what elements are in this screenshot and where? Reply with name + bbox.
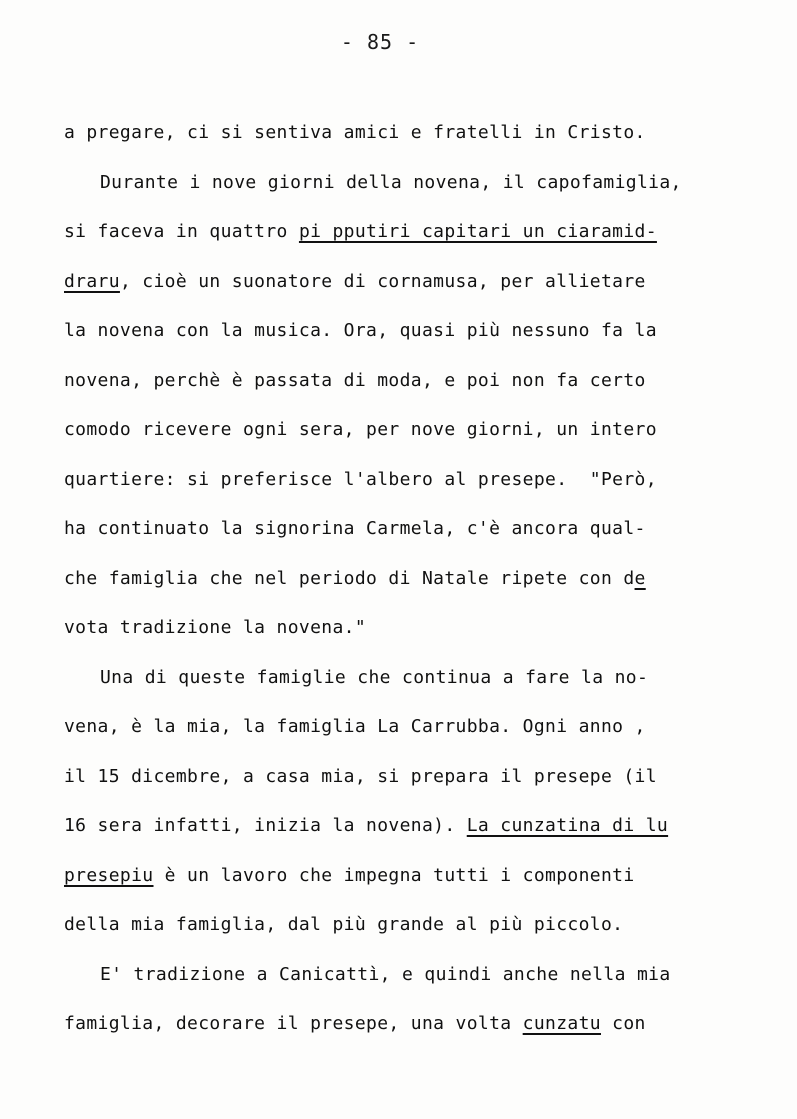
underlined-term: cunzatu bbox=[522, 1013, 601, 1034]
text-segment: 16 sera infatti, inizia la novena). bbox=[64, 815, 467, 836]
text-line bbox=[64, 464, 764, 514]
text-line bbox=[64, 959, 764, 1009]
text-line bbox=[64, 216, 764, 266]
text-line bbox=[64, 315, 764, 365]
text-line bbox=[64, 563, 764, 613]
underlined-term: pi pputiri capitari un ciaramid- bbox=[298, 221, 657, 242]
text-segment: E' tradizione a Canicattì, e quindi anche nella mia bbox=[100, 963, 671, 985]
text-segment: a pregare, ci si sentiva amici e fratelli in Cristo. bbox=[64, 122, 646, 143]
text-segment: vota tradizione la novena." bbox=[64, 617, 367, 638]
text-segment: comodo ricevere ogni sera, per nove giorni, un intero bbox=[64, 419, 657, 440]
text-segment: ha continuato la signorina Carmela, c'è ancora qual- bbox=[64, 518, 646, 539]
text-line bbox=[64, 860, 764, 910]
text-segment: è un lavoro che impegna tutti i componenti bbox=[153, 864, 635, 886]
text-segment: Durante i nove giorni della novena, il capofamiglia, bbox=[100, 171, 682, 193]
text-segment: novena, perchè è passata di moda, e poi non fa certo bbox=[64, 369, 646, 391]
page-number: - 85 - bbox=[340, 30, 420, 54]
text-line bbox=[64, 414, 764, 464]
text-segment: si faceva in quattro bbox=[64, 221, 299, 242]
underlined-term: presepiu bbox=[64, 864, 154, 886]
text-line bbox=[64, 711, 764, 761]
text-segment: Una di queste famiglie che continua a fare la no- bbox=[100, 666, 649, 688]
text-line bbox=[64, 1008, 764, 1058]
text-line bbox=[64, 662, 764, 712]
text-line bbox=[64, 266, 764, 316]
text-line bbox=[64, 117, 764, 167]
text-line bbox=[64, 612, 764, 662]
text-line bbox=[64, 365, 764, 415]
text-segment: vena, è la mia, la famiglia La Carrubba. Ogni anno , bbox=[64, 716, 646, 737]
text-line bbox=[64, 909, 764, 959]
body-text bbox=[64, 117, 764, 1058]
text-line bbox=[64, 810, 764, 860]
underlined-term: La cunzatina di lu bbox=[466, 815, 669, 836]
text-segment: quartiere: si preferisce l'albero al presepe. "Però, bbox=[64, 468, 657, 490]
text-segment: che famiglia che nel periodo di Natale ripete con d bbox=[64, 567, 635, 589]
text-segment: , cioè un suonatore di cornamusa, per allietare bbox=[119, 270, 646, 292]
text-segment: con bbox=[600, 1013, 646, 1034]
underlined-term: draru bbox=[64, 270, 120, 292]
text-segment: famiglia, decorare il presepe, una volta bbox=[64, 1013, 523, 1034]
text-segment: il 15 dicembre, a casa mia, si prepara il presepe (il bbox=[64, 765, 657, 787]
underlined-term: e bbox=[634, 567, 646, 589]
text-line bbox=[64, 167, 764, 217]
text-segment: della mia famiglia, dal più grande al più piccolo. bbox=[64, 914, 624, 935]
text-line bbox=[64, 761, 764, 811]
text-segment: la novena con la musica. Ora, quasi più nessuno fa la bbox=[64, 320, 657, 341]
text-line bbox=[64, 513, 764, 563]
